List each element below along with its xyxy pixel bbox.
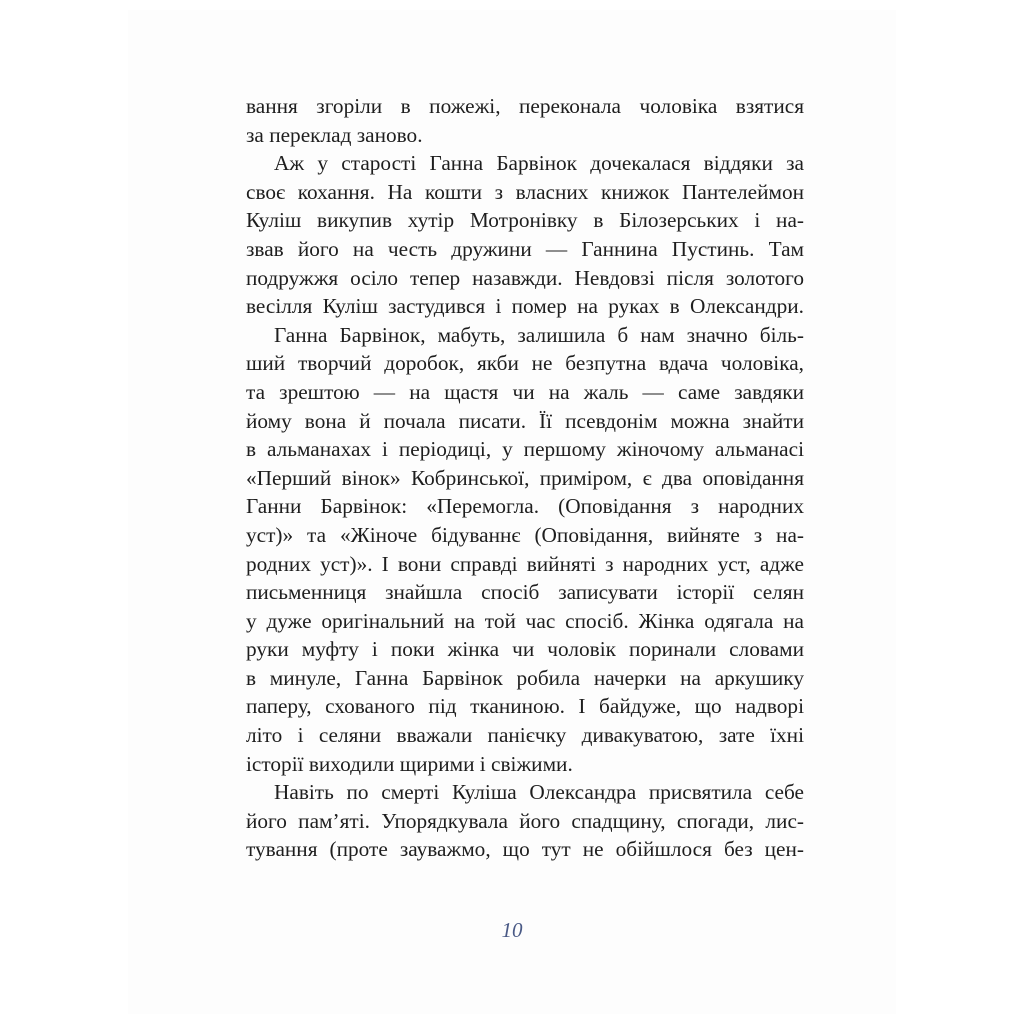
text-line: своє кохання. На кошти з власних книжок Пантелеймон — [246, 179, 804, 204]
text-line: Ганна Барвінок, мабуть, залишила б нам значно біль- — [274, 322, 804, 347]
text-line: його пам’яті. Упорядкувала його спадщину, спогади, лис- — [246, 808, 804, 833]
text-line: письменниця знайшла спосіб записувати історії селян — [246, 580, 804, 605]
paragraph-3 — [246, 321, 804, 779]
text-line: у дуже оригінальний на той час спосіб. Жінка одягала на — [246, 608, 804, 633]
page-number: 10 — [501, 918, 523, 942]
text-line: руки муфту і поки жінка чи чоловік поринали словами — [246, 637, 804, 662]
text-line: звав його на честь дружини — Ганнина Пустинь. Там — [246, 236, 804, 261]
text-line: Навіть по смерті Куліша Олександра присвятила себе — [274, 780, 804, 805]
paragraph-4 — [246, 778, 804, 864]
text-line: ший творчий доробок, якби не безпутна вдача чоловіка, — [246, 351, 804, 376]
text-line: «Перший вінок» Кобринської, приміром, є два оповідання — [246, 465, 804, 490]
text-line: вання згоріли в пожежі, переконала чоловіка взятися — [246, 94, 804, 118]
text-line: уст)» та «Жіноче бідуваннє (Оповідання, вийняте з на- — [246, 522, 804, 547]
paragraph-1 — [246, 92, 804, 149]
body-text — [246, 92, 804, 864]
text-line: Куліш викупив хутір Мотронівку в Білозерських і на- — [246, 208, 804, 233]
text-line: літо і селяни вважали панієчку дивакуватою, зате їхні — [246, 723, 804, 748]
text-line: в минуле, Ганна Барвінок робила начерки на аркушику — [246, 665, 804, 690]
text-line: паперу, схованого під тканиною. І байдуже, що надворі — [246, 694, 804, 719]
text-line: та зрештою — на щастя чи на жаль — саме завдяки — [246, 379, 804, 404]
paragraph-2 — [246, 149, 804, 321]
text-line: за переклад заново. — [246, 122, 423, 147]
text-line: подружжя осіло тепер назавжди. Невдовзі після золотого — [246, 265, 804, 290]
text-line: Ганни Барвінок: «Перемогла. (Оповідання з народних — [246, 494, 804, 519]
text-line: родних уст)». І вони справді вийняті з народних уст, адже — [246, 551, 804, 576]
text-line: Аж у старості Ганна Барвінок дочекалася віддяки за — [274, 151, 804, 176]
text-line: тування (проте зауважмо, що тут не обійшлося без цен- — [246, 837, 804, 862]
text-line: весілля Куліш застудився і помер на руках в Олександри. — [246, 294, 804, 319]
text-line: в альманахах і періодиці, у першому жіночому альманасі — [246, 437, 804, 462]
text-line: історії виходили щирими і свіжими. — [246, 751, 573, 776]
text-line: йому вона й почала писати. Її псевдонім можна знайти — [246, 408, 804, 433]
